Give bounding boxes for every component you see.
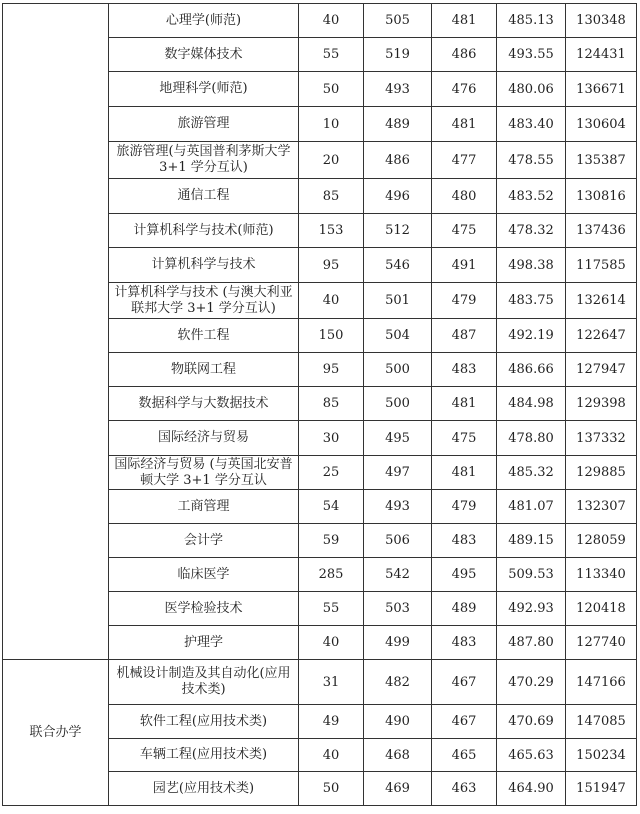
min-cell: 465 xyxy=(432,739,497,772)
rank-cell: 137332 xyxy=(566,421,637,456)
avg-cell: 478.32 xyxy=(497,214,566,248)
major-cell: 工商管理 xyxy=(109,490,299,524)
plan-cell: 40 xyxy=(299,4,364,38)
rank-cell: 113340 xyxy=(566,558,637,592)
min-cell: 481 xyxy=(432,456,497,490)
rank-cell: 129398 xyxy=(566,387,637,421)
rank-cell: 130348 xyxy=(566,4,637,38)
avg-cell: 498.38 xyxy=(497,248,566,283)
avg-cell: 465.63 xyxy=(497,739,566,772)
avg-cell: 492.19 xyxy=(497,319,566,353)
max-cell: 497 xyxy=(364,456,432,490)
min-cell: 480 xyxy=(432,179,497,214)
avg-cell: 485.13 xyxy=(497,4,566,38)
avg-cell: 489.15 xyxy=(497,524,566,558)
avg-cell: 481.07 xyxy=(497,490,566,524)
max-cell: 482 xyxy=(364,660,432,705)
max-cell: 503 xyxy=(364,592,432,626)
max-cell: 506 xyxy=(364,524,432,558)
min-cell: 489 xyxy=(432,592,497,626)
rank-cell: 127947 xyxy=(566,353,637,387)
min-cell: 491 xyxy=(432,248,497,283)
min-cell: 483 xyxy=(432,524,497,558)
avg-cell: 487.80 xyxy=(497,626,566,660)
table-row xyxy=(3,4,637,38)
max-cell: 500 xyxy=(364,387,432,421)
major-cell: 旅游管理(与英国普利茅斯大学 3+1 学分互认) xyxy=(109,142,299,179)
rank-cell: 147166 xyxy=(566,660,637,705)
major-cell: 临床医学 xyxy=(109,558,299,592)
avg-cell: 493.55 xyxy=(497,38,566,72)
major-cell: 医学检验技术 xyxy=(109,592,299,626)
rank-cell: 129885 xyxy=(566,456,637,490)
plan-cell: 30 xyxy=(299,421,364,456)
major-cell: 软件工程 xyxy=(109,319,299,353)
major-cell: 国际经济与贸易 (与英国北安普顿大学 3+1 学分互认 xyxy=(109,456,299,490)
rank-cell: 137436 xyxy=(566,214,637,248)
avg-cell: 470.69 xyxy=(497,705,566,739)
plan-cell: 150 xyxy=(299,319,364,353)
rank-cell: 117585 xyxy=(566,248,637,283)
plan-cell: 40 xyxy=(299,739,364,772)
avg-cell: 478.55 xyxy=(497,142,566,179)
min-cell: 481 xyxy=(432,107,497,142)
plan-cell: 50 xyxy=(299,772,364,806)
min-cell: 481 xyxy=(432,387,497,421)
plan-cell: 40 xyxy=(299,283,364,319)
rank-cell: 147085 xyxy=(566,705,637,739)
avg-cell: 480.06 xyxy=(497,72,566,107)
min-cell: 463 xyxy=(432,772,497,806)
plan-cell: 10 xyxy=(299,107,364,142)
min-cell: 483 xyxy=(432,626,497,660)
min-cell: 476 xyxy=(432,72,497,107)
score-table-body xyxy=(3,4,637,806)
rank-cell: 130604 xyxy=(566,107,637,142)
max-cell: 486 xyxy=(364,142,432,179)
max-cell: 519 xyxy=(364,38,432,72)
major-cell: 机械设计制造及其自动化(应用技术类) xyxy=(109,660,299,705)
max-cell: 468 xyxy=(364,739,432,772)
plan-cell: 59 xyxy=(299,524,364,558)
max-cell: 500 xyxy=(364,353,432,387)
plan-cell: 40 xyxy=(299,626,364,660)
major-cell: 护理学 xyxy=(109,626,299,660)
max-cell: 512 xyxy=(364,214,432,248)
min-cell: 483 xyxy=(432,353,497,387)
min-cell: 479 xyxy=(432,490,497,524)
avg-cell: 486.66 xyxy=(497,353,566,387)
major-cell: 园艺(应用技术类) xyxy=(109,772,299,806)
avg-cell: 509.53 xyxy=(497,558,566,592)
rank-cell: 122647 xyxy=(566,319,637,353)
max-cell: 542 xyxy=(364,558,432,592)
avg-cell: 470.29 xyxy=(497,660,566,705)
plan-cell: 25 xyxy=(299,456,364,490)
major-cell: 计算机科学与技术 xyxy=(109,248,299,283)
avg-cell: 464.90 xyxy=(497,772,566,806)
rank-cell: 124431 xyxy=(566,38,637,72)
plan-cell: 50 xyxy=(299,72,364,107)
rank-cell: 136671 xyxy=(566,72,637,107)
category-cell-empty xyxy=(3,4,109,660)
rank-cell: 128059 xyxy=(566,524,637,558)
max-cell: 493 xyxy=(364,72,432,107)
major-cell: 会计学 xyxy=(109,524,299,558)
max-cell: 546 xyxy=(364,248,432,283)
rank-cell: 151947 xyxy=(566,772,637,806)
rank-cell: 127740 xyxy=(566,626,637,660)
table-row xyxy=(3,660,637,705)
min-cell: 475 xyxy=(432,214,497,248)
min-cell: 479 xyxy=(432,283,497,319)
max-cell: 490 xyxy=(364,705,432,739)
major-cell: 心理学(师范) xyxy=(109,4,299,38)
min-cell: 487 xyxy=(432,319,497,353)
max-cell: 493 xyxy=(364,490,432,524)
major-cell: 物联网工程 xyxy=(109,353,299,387)
avg-cell: 483.75 xyxy=(497,283,566,319)
max-cell: 499 xyxy=(364,626,432,660)
min-cell: 481 xyxy=(432,4,497,38)
rank-cell: 132614 xyxy=(566,283,637,319)
plan-cell: 95 xyxy=(299,353,364,387)
plan-cell: 55 xyxy=(299,592,364,626)
plan-cell: 55 xyxy=(299,38,364,72)
plan-cell: 31 xyxy=(299,660,364,705)
min-cell: 486 xyxy=(432,38,497,72)
plan-cell: 85 xyxy=(299,179,364,214)
major-cell: 国际经济与贸易 xyxy=(109,421,299,456)
plan-cell: 85 xyxy=(299,387,364,421)
plan-cell: 153 xyxy=(299,214,364,248)
rank-cell: 130816 xyxy=(566,179,637,214)
plan-cell: 20 xyxy=(299,142,364,179)
avg-cell: 492.93 xyxy=(497,592,566,626)
major-cell: 通信工程 xyxy=(109,179,299,214)
plan-cell: 95 xyxy=(299,248,364,283)
rank-cell: 135387 xyxy=(566,142,637,179)
avg-cell: 484.98 xyxy=(497,387,566,421)
category-cell-joint: 联合办学 xyxy=(3,660,109,806)
max-cell: 496 xyxy=(364,179,432,214)
plan-cell: 54 xyxy=(299,490,364,524)
rank-cell: 132307 xyxy=(566,490,637,524)
min-cell: 495 xyxy=(432,558,497,592)
major-cell: 计算机科学与技术(师范) xyxy=(109,214,299,248)
max-cell: 495 xyxy=(364,421,432,456)
rank-cell: 120418 xyxy=(566,592,637,626)
max-cell: 489 xyxy=(364,107,432,142)
major-cell: 地理科学(师范) xyxy=(109,72,299,107)
plan-cell: 285 xyxy=(299,558,364,592)
avg-cell: 478.80 xyxy=(497,421,566,456)
major-cell: 旅游管理 xyxy=(109,107,299,142)
major-cell: 车辆工程(应用技术类) xyxy=(109,739,299,772)
max-cell: 504 xyxy=(364,319,432,353)
max-cell: 501 xyxy=(364,283,432,319)
max-cell: 469 xyxy=(364,772,432,806)
major-cell: 数据科学与大数据技术 xyxy=(109,387,299,421)
min-cell: 477 xyxy=(432,142,497,179)
score-table xyxy=(2,3,637,806)
avg-cell: 485.32 xyxy=(497,456,566,490)
major-cell: 数字媒体技术 xyxy=(109,38,299,72)
avg-cell: 483.52 xyxy=(497,179,566,214)
plan-cell: 49 xyxy=(299,705,364,739)
major-cell: 计算机科学与技术 (与澳大利亚联邦大学 3+1 学分互认) xyxy=(109,283,299,319)
avg-cell: 483.40 xyxy=(497,107,566,142)
major-cell: 软件工程(应用技术类) xyxy=(109,705,299,739)
min-cell: 467 xyxy=(432,660,497,705)
min-cell: 467 xyxy=(432,705,497,739)
max-cell: 505 xyxy=(364,4,432,38)
min-cell: 475 xyxy=(432,421,497,456)
rank-cell: 150234 xyxy=(566,739,637,772)
